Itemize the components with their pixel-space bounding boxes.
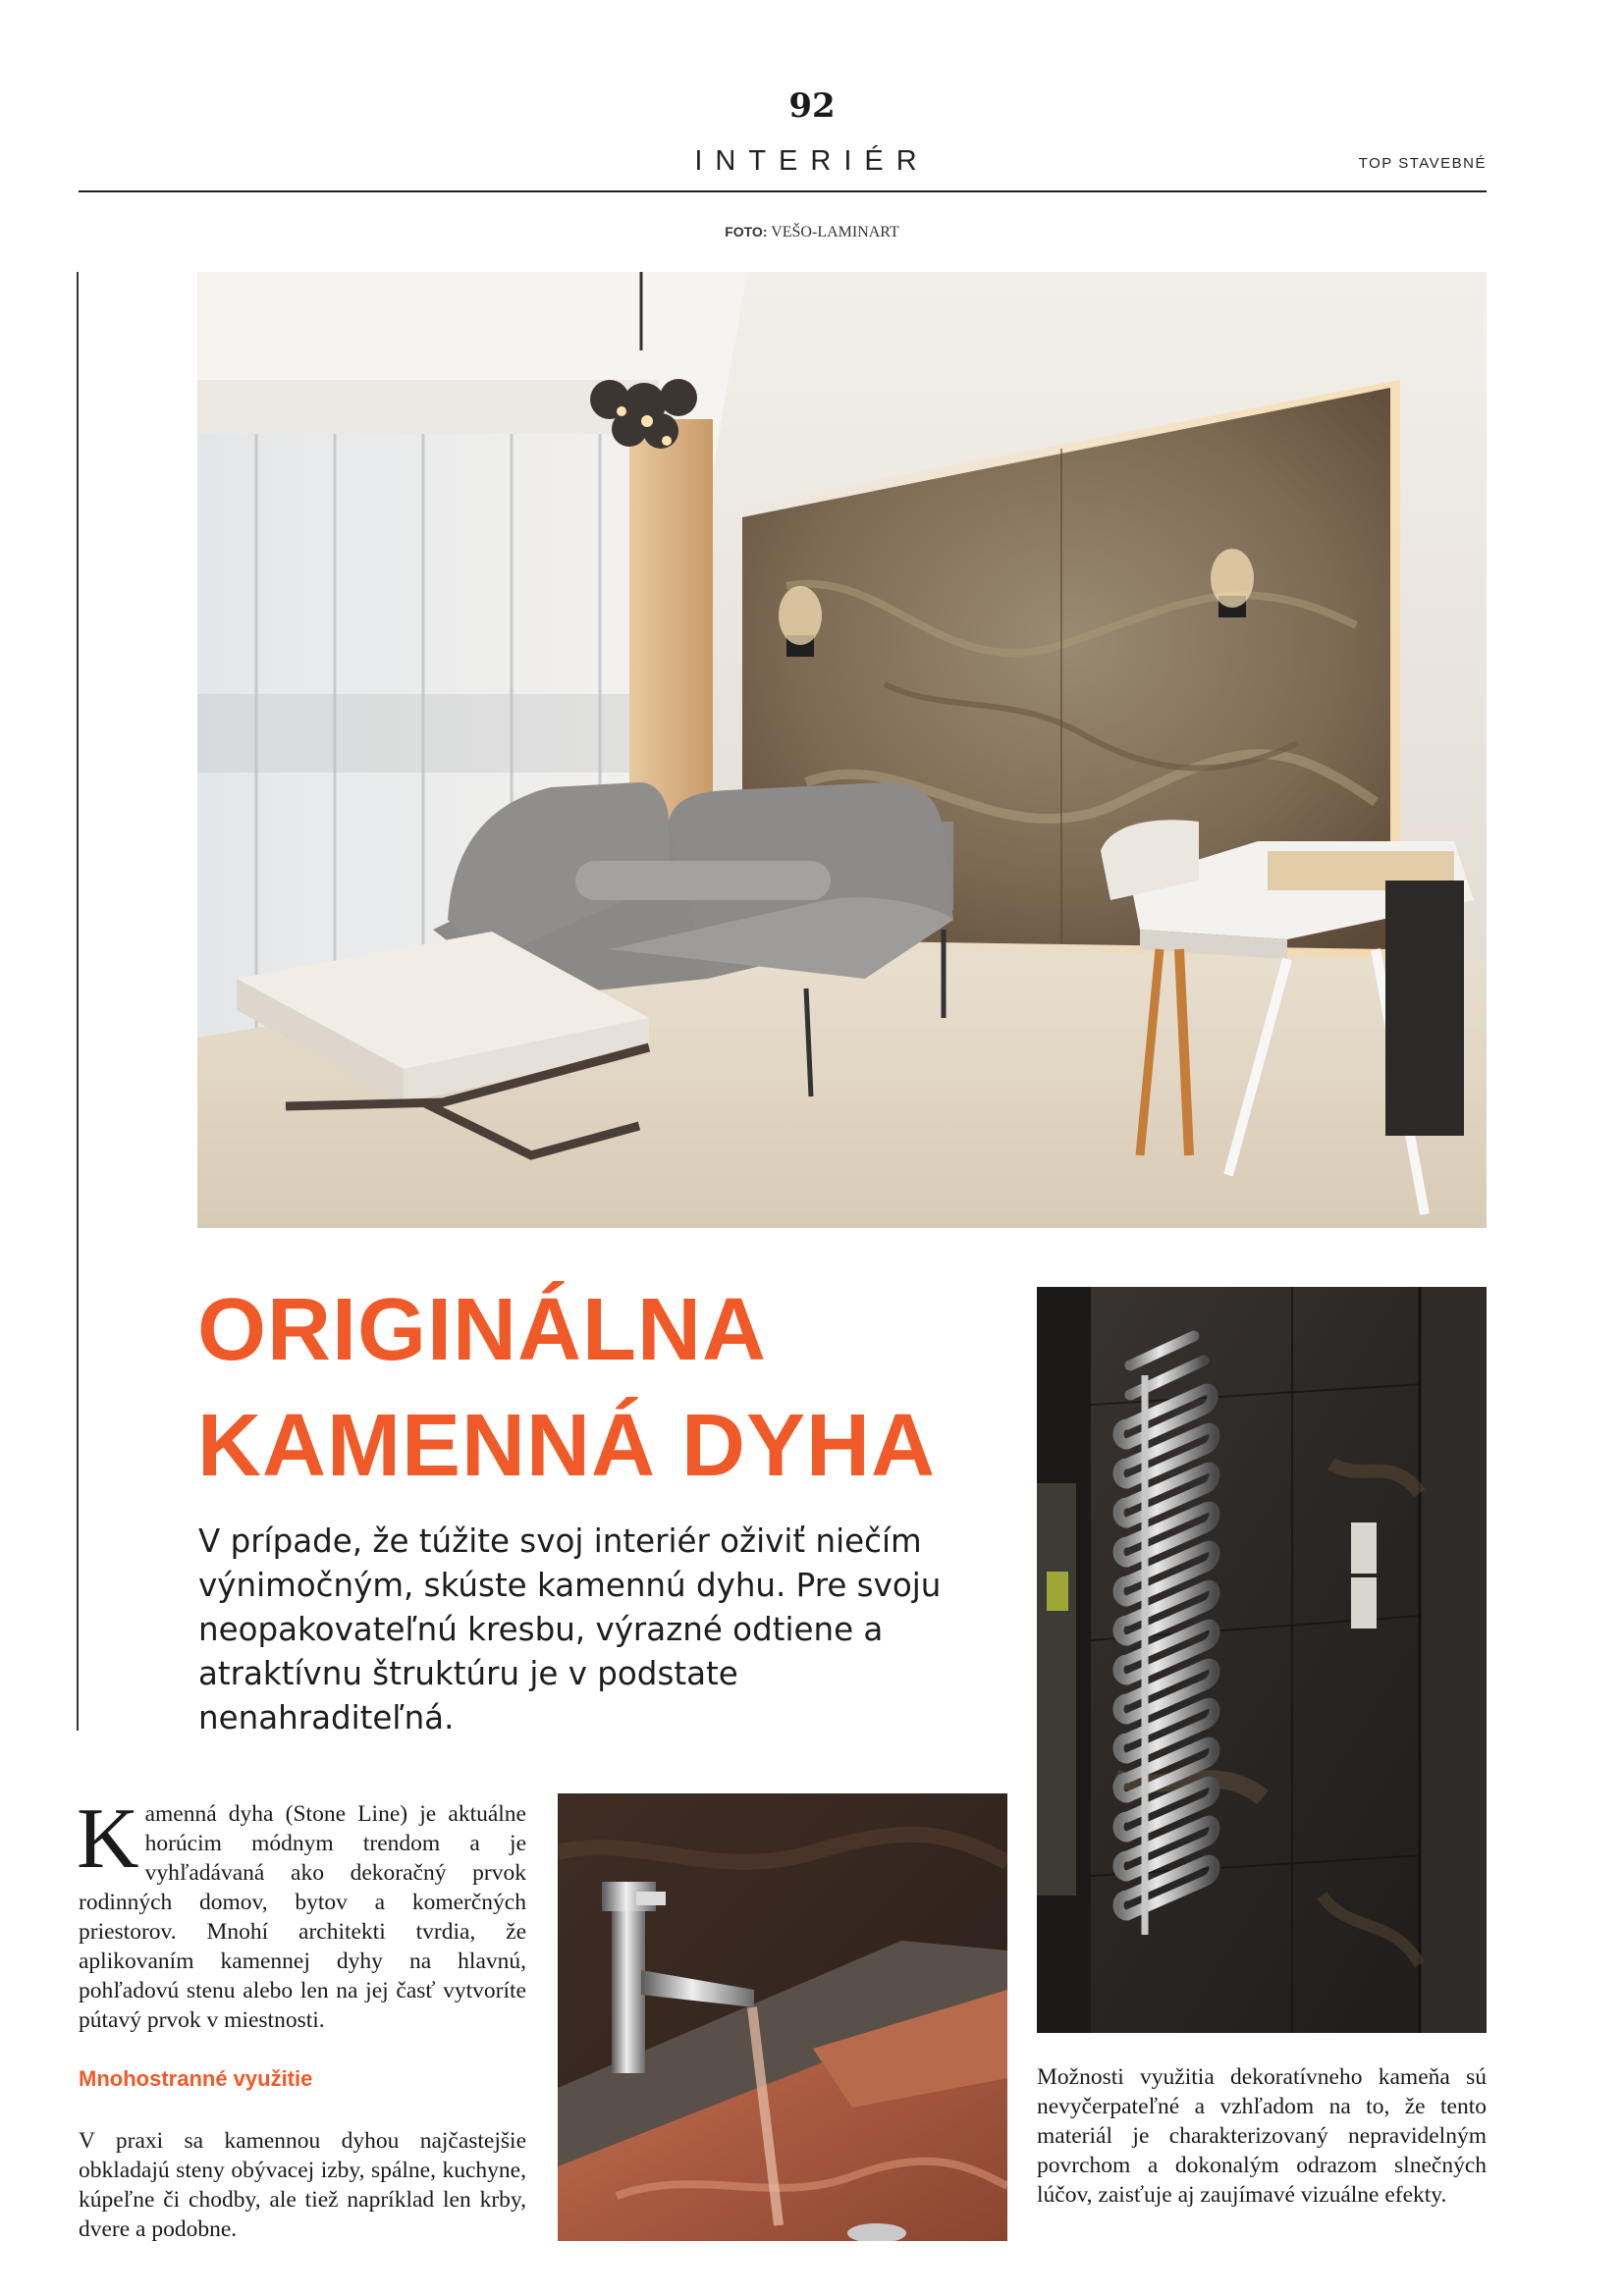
photo-credit xyxy=(0,224,1624,241)
living-room-photo xyxy=(197,272,1487,1228)
photo-credit-label: FOTO: xyxy=(725,224,768,240)
headline-line-1: ORIGINÁLNA xyxy=(197,1281,767,1379)
headline xyxy=(197,1272,1022,1504)
section-title: INTERIÉR xyxy=(694,145,930,177)
living-room-illustration xyxy=(197,272,1487,1228)
right-column-paragraph: Možnosti využitia dekoratívneho kameňa sú nevyčerpateľné a vzhľadom na to, že tento materiál je charakterizovaný nepravidelným povrchom a dokonalým odrazom slnečných lúčov, zaisťuje aj zaujímavé vizuálne efekty. xyxy=(1037,2064,1487,2208)
lead-paragraph: V prípade, že túžite svoj interiér oživiť niečím výnimočným, skúste kamennú dyhu. Pre svoju neopakovateľnú kresbu, výrazné odtiene a atraktívnu štruktúru je v podstate nenahraditeľná. xyxy=(198,1522,942,1736)
intro-text: amenná dyha (Stone Line) je aktuálne horúcim módnym trendom a je vyhľadávaná ako dekoračný prvok rodinných domov, bytov a komerčných priestorov. Mnohí architekti tvrdia, že aplikovaním kamennej dyhy na hlavnú, pohľadovú stenu alebo len na jej časť vytvoríte pútavý prvok v miestnosti. xyxy=(79,1801,526,2033)
page-number: 92 xyxy=(788,86,836,126)
header-divider xyxy=(79,190,1487,192)
dropcap-letter: K xyxy=(77,1791,139,1887)
publication-name: TOP STAVEBNÉ xyxy=(1358,155,1487,172)
subheading-versatile-use: Mnohostranné využitie xyxy=(79,2066,313,2091)
stone-sink-illustration xyxy=(558,1793,1007,2241)
left-vertical-rule xyxy=(77,272,79,1731)
intro-paragraph xyxy=(77,1791,526,2035)
headline-line-2: KAMENNÁ DYHA xyxy=(197,1397,936,1495)
bathroom-radiator-illustration xyxy=(1037,1287,1487,2033)
bathroom-radiator-photo xyxy=(1037,1287,1487,2033)
versatile-use-paragraph: V praxi sa kamennou dyhou najčastejšie obkladajú steny obývacej izby, spálne, kuchyne, kúpeľne či chodby, ale tiež napríklad len krby, dvere a podobne. xyxy=(79,2128,526,2242)
stone-sink-photo xyxy=(558,1793,1007,2241)
photo-credit-name: VEŠO-LAMINART xyxy=(771,224,899,240)
